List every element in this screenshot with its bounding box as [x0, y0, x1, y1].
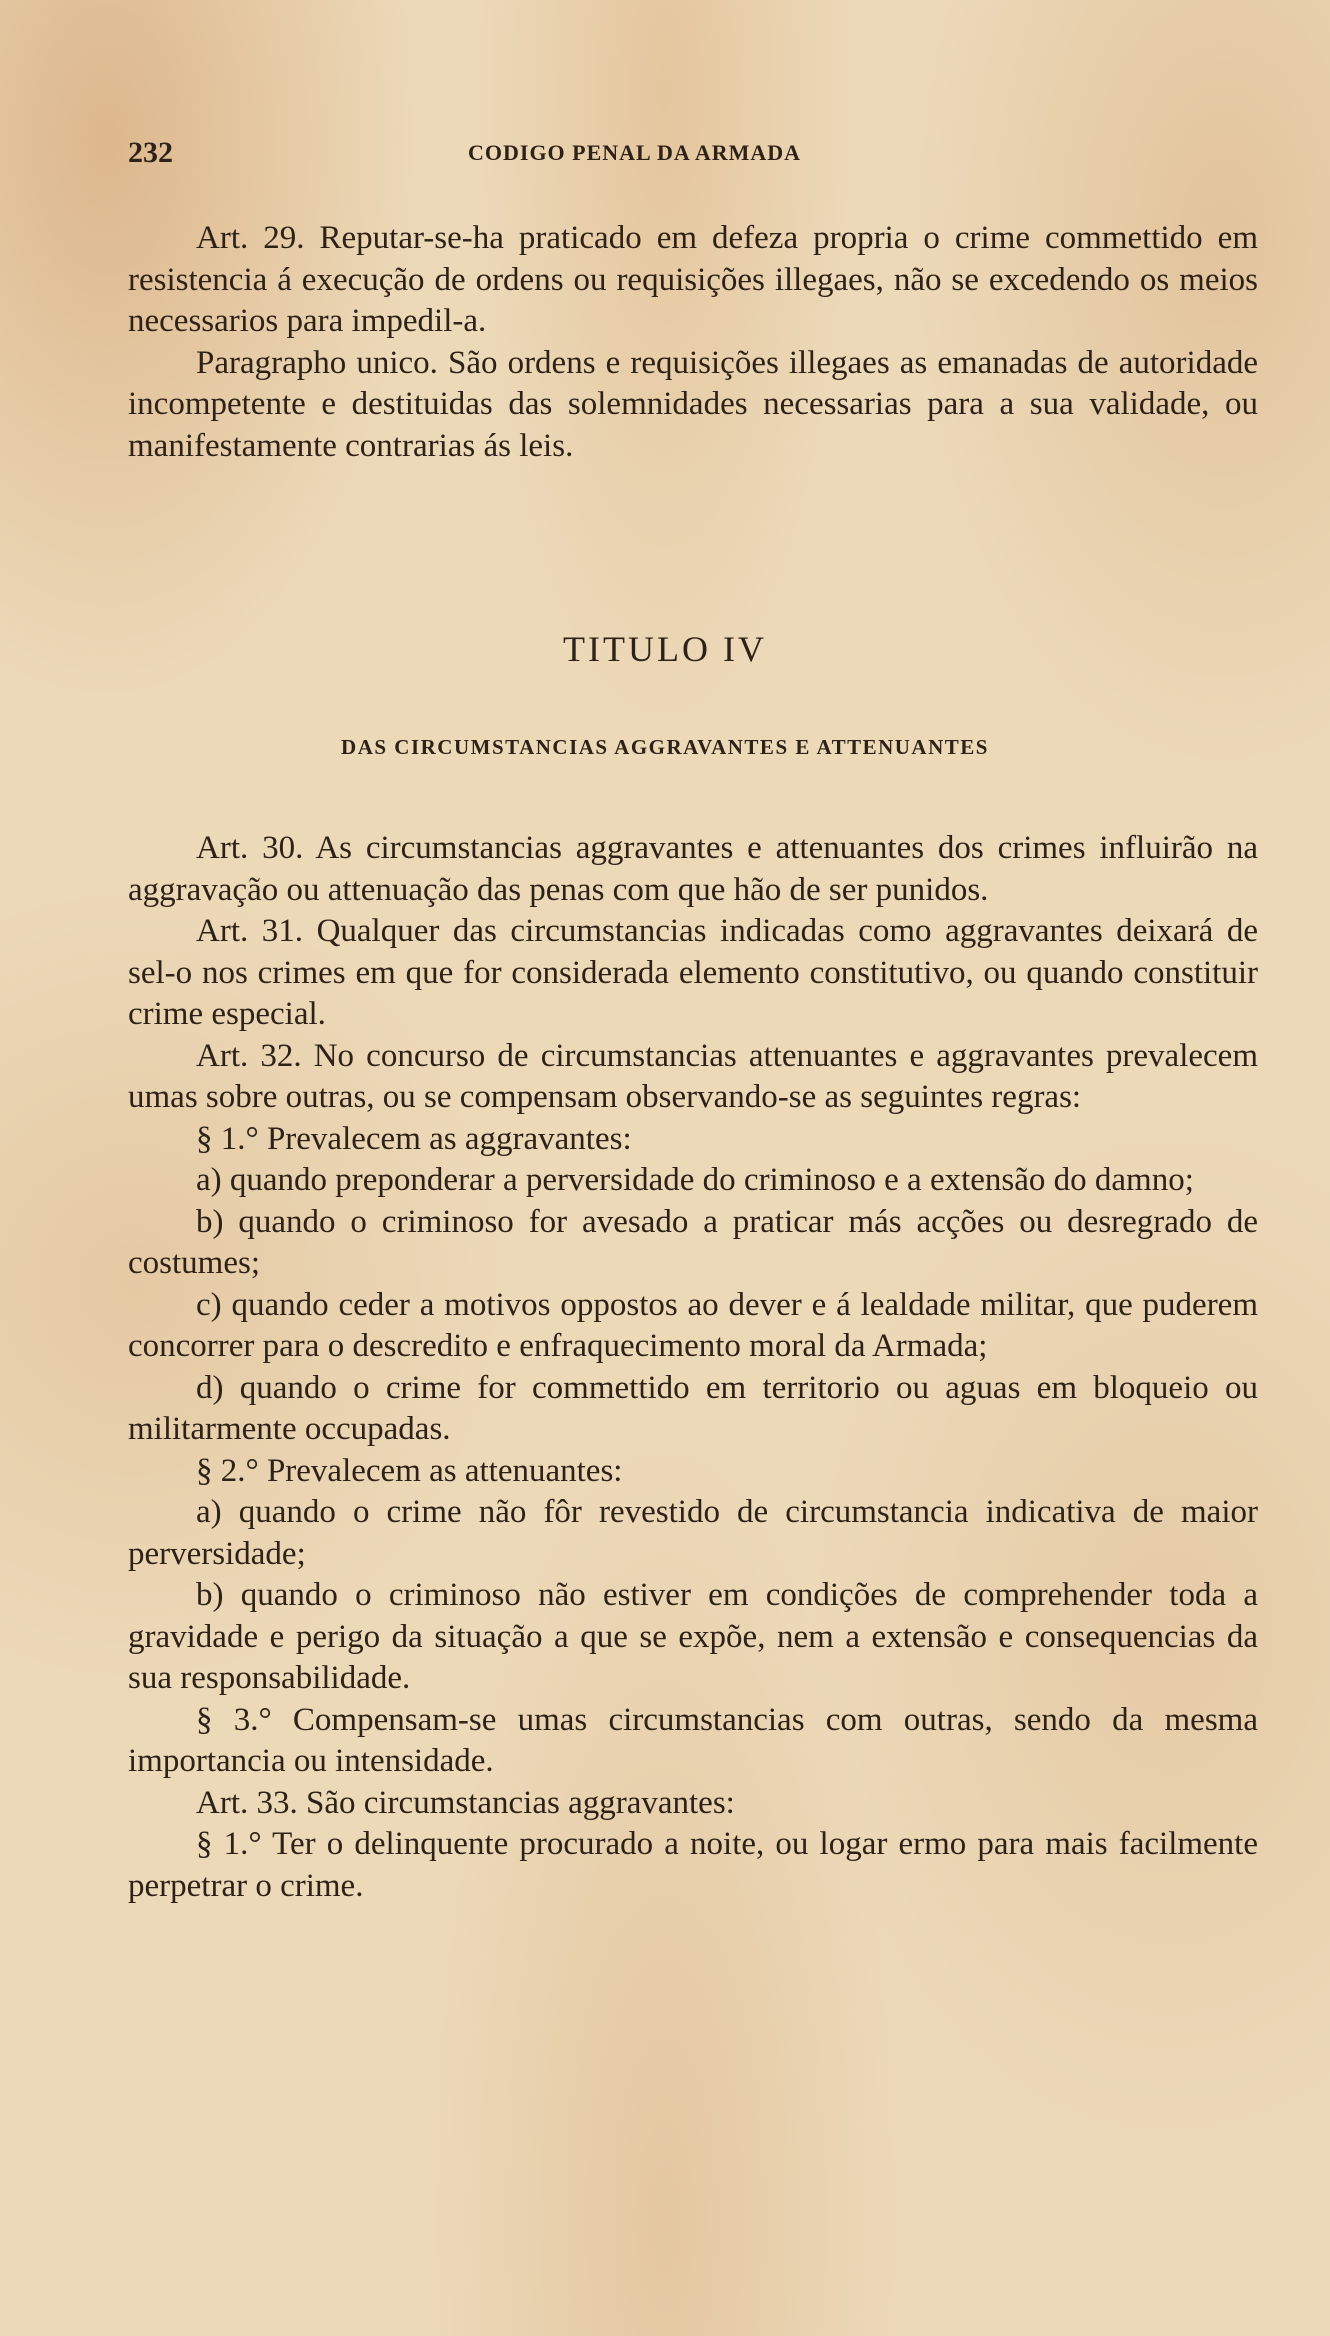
page-number: 232: [128, 136, 173, 169]
article-30: Art. 30. As circumstancias aggravantes e attenuantes dos crimes influirão na aggravação ou attenuação das penas com que hão de ser punidos.: [128, 830, 1258, 908]
article-31: Art. 31. Qualquer das circumstancias indicadas como aggravantes deixará de sel-o nos crimes em que for considerada elemento constitutivo, ou quando constituir crime especial.: [128, 913, 1258, 1032]
article-32-section-3: § 3.° Compensam-se umas circumstancias com outras, sendo da mesma importancia ou intensidade.: [128, 1701, 1258, 1779]
articles-29: [128, 218, 1258, 467]
article-29-single-paragraph: Paragrapho unico. São ordens e requisições illegaes as emanadas de autoridade incompetente e destituidas das solemnidades necessarias para a sua validade, ou manifestamente contrarias ás leis.: [128, 344, 1258, 464]
running-title: CODIGO PENAL DA ARMADA: [468, 140, 802, 165]
article-32: Art. 32. No concurso de circumstancias attenuantes e aggravantes prevalecem umas sobre outras, ou se compensam observando-se as seguintes regras:: [128, 1037, 1258, 1115]
article-32-section-1: § 1.° Prevalecem as aggravantes:: [196, 1120, 632, 1157]
title-subheading: DAS CIRCUMSTANCIAS AGGRAVANTES E ATTENUANTES: [341, 735, 989, 759]
article-33-section-1: § 1.° Ter o delinquente procurado a noite, ou logar ermo para mais facilmente perpetrar o crime.: [128, 1826, 1258, 1904]
article-32-s2-item-a: a) quando o crime não fôr revestido de circumstancia indicativa de maior perversidade;: [128, 1494, 1258, 1572]
article-33: Art. 33. São circumstancias aggravantes:: [196, 1784, 735, 1821]
article-32-s1-item-c: c) quando ceder a motivos oppostos ao dever e á lealdade militar, que puderem concorrer para o descredito e enfraquecimento moral da Armada;: [128, 1286, 1258, 1364]
article-32-s2-item-b: b) quando o criminoso não estiver em condições de comprehender toda a gravidade e perigo da situação a que se expõe, nem a extensão e consequencias da sua responsabilidade.: [128, 1577, 1258, 1696]
title-heading: TITULO IV: [563, 629, 767, 669]
article-32-s1-item-b: b) quando o criminoso for avesado a praticar más acções ou desregrado de costumes;: [128, 1203, 1258, 1281]
article-32-s1-item-a: a) quando preponderar a perversidade do criminoso e a extensão do damno;: [196, 1162, 1194, 1198]
page-header: [128, 136, 1268, 176]
articles-30-33: [128, 828, 1258, 1907]
article-29: Art. 29. Reputar-se-ha praticado em defeza propria o crime commettido em resistencia á execução de ordens ou requisições illegaes, não se excedendo os meios necessarios para impedil-a.: [128, 220, 1258, 339]
article-32-section-2: § 2.° Prevalecem as attenuantes:: [196, 1452, 623, 1489]
article-32-s1-item-d: d) quando o crime for commettido em territorio ou aguas em bloqueio ou militarmente occupadas.: [128, 1369, 1258, 1447]
